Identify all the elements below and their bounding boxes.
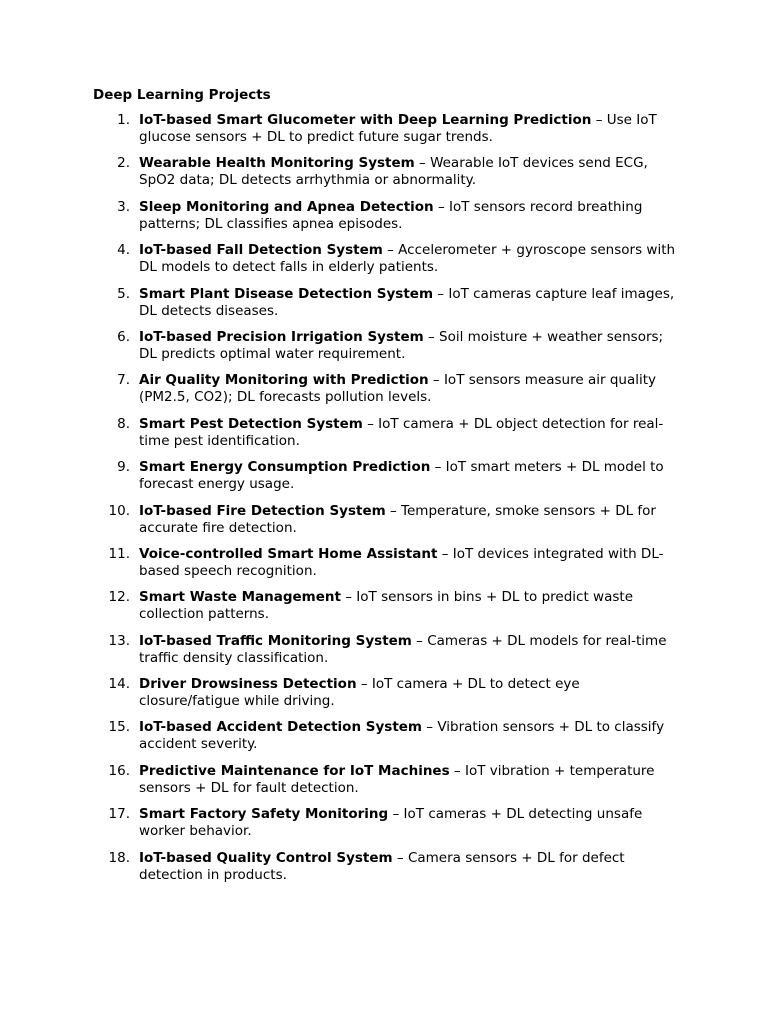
list-item-description: IoT vibration + temperature sensors + DL for fault detection. — [139, 762, 655, 796]
list-item-number: 10. — [108, 502, 130, 519]
list-item — [93, 286, 678, 329]
list-item-title: Driver Drowsiness Detection — [139, 676, 357, 693]
list-item-title: Smart Waste Management — [139, 589, 341, 606]
list-item-title: Smart Pest Detection System — [139, 415, 363, 432]
list-item — [93, 719, 678, 762]
list-item-title: IoT-based Precision Irrigation System — [139, 328, 424, 345]
list-item-title: IoT-based Traffic Monitoring System — [139, 632, 412, 649]
list-item — [93, 199, 678, 242]
list-item-number: 1. — [117, 112, 130, 128]
list-item-number: 16. — [108, 762, 130, 779]
list-item-number: 9. — [117, 459, 130, 476]
list-item — [93, 676, 678, 719]
list-item-description: Use IoT glucose sensors + DL to predict future sugar trends. — [139, 112, 657, 145]
list-item-number: 7. — [117, 372, 130, 389]
list-item-separator: – — [411, 632, 428, 649]
list-item-title: Smart Plant Disease Detection System — [139, 285, 434, 302]
list-item — [93, 155, 678, 198]
list-item-separator: – — [433, 285, 449, 302]
list-item — [93, 503, 678, 546]
list-item — [93, 763, 678, 806]
list-item-title: Predictive Maintenance for IoT Machines — [139, 762, 450, 779]
list-item-description: Camera sensors + DL for defect detection in products. — [139, 849, 625, 883]
list-item-description: Vibration sensors + DL to classify accident severity. — [139, 719, 665, 753]
list-item — [93, 242, 678, 285]
list-item-separator: – — [428, 372, 444, 389]
list-item-title: IoT-based Quality Control System — [139, 849, 393, 866]
list-item — [93, 459, 678, 502]
list-item-number: 5. — [117, 285, 130, 302]
list-item-title: IoT-based Smart Glucometer with Deep Learning Prediction — [139, 112, 592, 128]
list-item-title: Wearable Health Monitoring System — [139, 155, 415, 172]
list-item-separator: – — [362, 415, 379, 432]
list-item-number: 13. — [108, 632, 130, 649]
list-item-description: IoT smart meters + DL model to forecast energy usage. — [139, 459, 664, 493]
list-item-separator: – — [423, 328, 440, 345]
list-item-description: IoT sensors record breathing patterns; DL classifies apnea episodes. — [139, 198, 643, 232]
list-item-separator: – — [392, 849, 408, 866]
list-item-number: 15. — [108, 719, 130, 736]
list-item — [93, 329, 678, 372]
list-item — [93, 546, 678, 589]
list-item-separator: – — [414, 155, 431, 172]
list-item-description: Cameras + DL models for real-time traffic density classification. — [139, 632, 667, 666]
list-item — [93, 850, 678, 893]
list-item-separator: – — [449, 762, 465, 779]
list-item-number: 17. — [108, 806, 130, 823]
list-item — [93, 372, 678, 415]
list-item-separator: – — [591, 112, 607, 128]
list-item-separator: – — [388, 806, 404, 823]
list-item-number: 3. — [117, 198, 130, 215]
list-item-description: IoT devices integrated with DL-based speech recognition. — [139, 545, 664, 579]
list-item-description: IoT camera + DL object detection for real-time pest identification. — [139, 415, 664, 449]
list-item-separator: – — [340, 589, 357, 606]
list-item-number: 14. — [108, 676, 130, 693]
list-item-description: IoT cameras capture leaf images, DL detects diseases. — [139, 285, 675, 319]
list-item-number: 8. — [117, 415, 130, 432]
list-item-description: IoT sensors in bins + DL to predict waste collection patterns. — [139, 589, 633, 623]
list-item-number: 2. — [117, 155, 130, 172]
list-item-title: Smart Factory Safety Monitoring — [139, 806, 389, 823]
list-item-description: Wearable IoT devices send ECG, SpO2 data; DL detects arrhythmia or abnormality. — [139, 155, 648, 189]
list-item-separator: – — [385, 502, 402, 519]
project-list — [93, 112, 678, 893]
list-item-description: IoT camera + DL to detect eye closure/fatigue while driving. — [139, 676, 580, 710]
list-item-description: Accelerometer + gyroscope sensors with DL models to detect falls in elderly patients. — [139, 242, 676, 276]
list-item — [93, 112, 678, 155]
list-item-description: IoT sensors measure air quality (PM2.5, CO2); DL forecasts pollution levels. — [139, 372, 657, 406]
list-item-separator: – — [437, 545, 453, 562]
list-item-description: Temperature, smoke sensors + DL for accurate fire detection. — [139, 502, 656, 536]
list-item-separator: – — [356, 676, 372, 693]
list-item-number: 18. — [108, 849, 130, 866]
list-item-title: Voice-controlled Smart Home Assistant — [139, 545, 438, 562]
list-item-description: IoT cameras + DL detecting unsafe worker behavior. — [139, 806, 643, 840]
list-item — [93, 589, 678, 632]
list-item — [93, 806, 678, 849]
list-item-title: IoT-based Fall Detection System — [139, 242, 383, 259]
list-item-number: 4. — [117, 242, 130, 259]
list-item-number: 6. — [117, 328, 130, 345]
list-item-description: Soil moisture + weather sensors; DL predicts optimal water requirement. — [139, 328, 664, 362]
document-title: Deep Learning Projects — [93, 87, 271, 103]
list-item-separator: – — [433, 198, 450, 215]
list-item-number: 12. — [108, 589, 130, 606]
list-item-separator: – — [382, 242, 399, 259]
list-item-title: Sleep Monitoring and Apnea Detection — [139, 198, 434, 215]
list-item-title: IoT-based Accident Detection System — [139, 719, 422, 736]
list-item-title: Air Quality Monitoring with Prediction — [139, 372, 429, 389]
list-item-title: Smart Energy Consumption Prediction — [139, 459, 431, 476]
list-item-title: IoT-based Fire Detection System — [139, 502, 386, 519]
list-item — [93, 633, 678, 676]
list-item-separator: – — [430, 459, 446, 476]
list-item-separator: – — [422, 719, 438, 736]
list-item-number: 11. — [108, 545, 130, 562]
list-item — [93, 416, 678, 459]
